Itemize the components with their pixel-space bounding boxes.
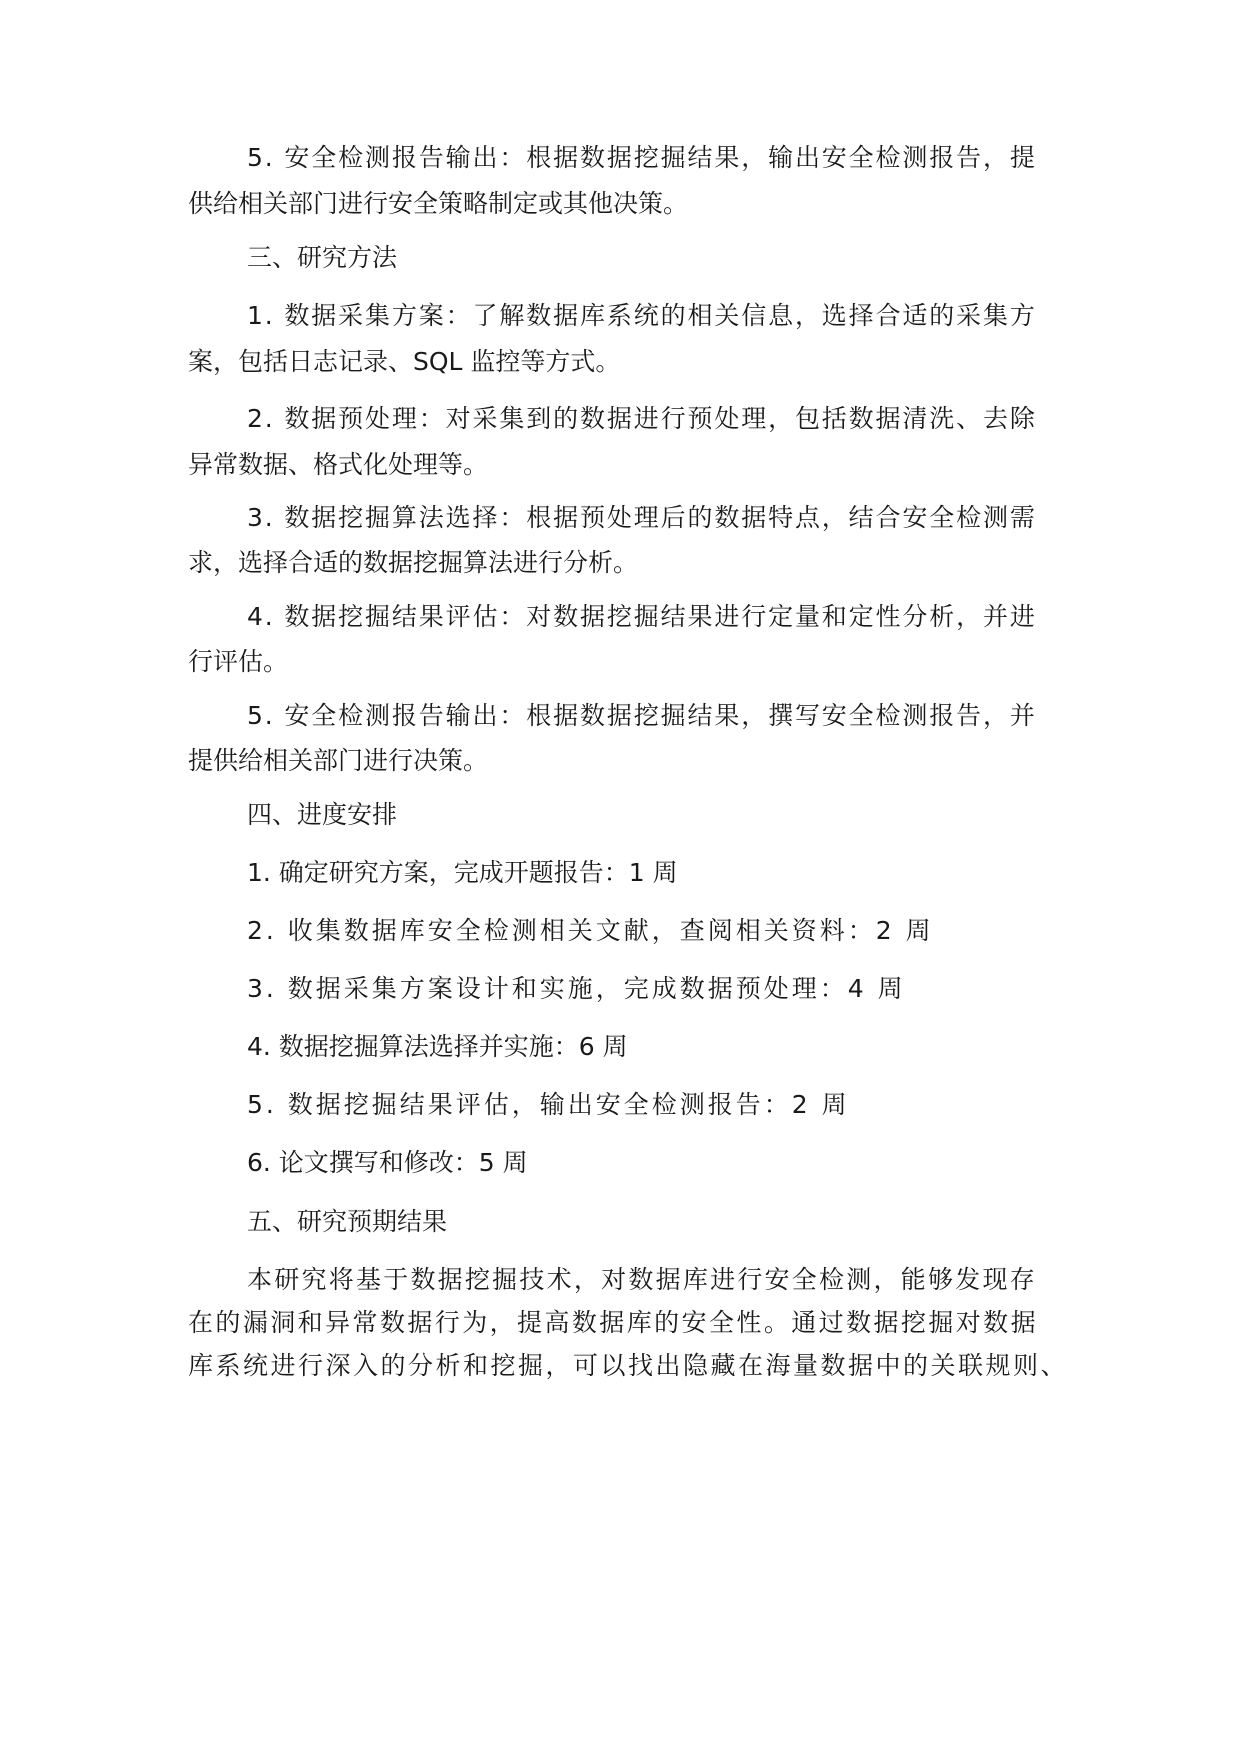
schedule-item: 6. 论文撰写和修改：5 周 <box>247 1148 528 1177</box>
section-heading: 五、研究预期结果 <box>247 1207 448 1236</box>
paragraph-line: 行评估。 <box>188 647 289 676</box>
paragraph-line: 库系统进行深入的分析和挖掘，可以找出隐藏在海量数据中的关联规则、 <box>188 1351 1069 1380</box>
paragraph-line: 4. 数据挖掘结果评估：对数据挖掘结果进行定量和定性分析，并进 <box>247 602 1037 631</box>
paragraph-line: 案，包括日志记录、SQL 监控等方式。 <box>188 347 621 376</box>
schedule-item: 4. 数据挖掘算法选择并实施：6 周 <box>247 1032 628 1061</box>
schedule-item: 3. 数据采集方案设计和实施，完成数据预处理：4 周 <box>247 974 906 1003</box>
section-heading: 三、研究方法 <box>247 243 398 272</box>
paragraph-line: 在的漏洞和异常数据行为，提高数据库的安全性。通过数据挖掘对数据 <box>188 1308 1039 1337</box>
paragraph-line: 异常数据、格式化处理等。 <box>188 450 489 479</box>
paragraph-line: 1. 数据采集方案：了解数据库系统的相关信息，选择合适的采集方 <box>247 301 1037 330</box>
paragraph-line: 供给相关部门进行安全策略制定或其他决策。 <box>188 189 689 218</box>
paragraph-line: 求，选择合适的数据挖掘算法进行分析。 <box>188 548 639 577</box>
schedule-item: 5. 数据挖掘结果评估，输出安全检测报告：2 周 <box>247 1090 850 1119</box>
paragraph-line: 3. 数据挖掘算法选择：根据预处理后的数据特点，结合安全检测需 <box>247 503 1037 532</box>
schedule-item: 2. 收集数据库安全检测相关文献，查阅相关资料：2 周 <box>247 916 934 945</box>
paragraph-line: 5. 安全检测报告输出：根据数据挖掘结果，撰写安全检测报告，并 <box>247 701 1037 730</box>
paragraph-line: 5. 安全检测报告输出：根据数据挖掘结果，输出安全检测报告，提 <box>247 143 1037 172</box>
paragraph-line: 提供给相关部门进行决策。 <box>188 746 489 775</box>
paragraph-line: 2. 数据预处理：对采集到的数据进行预处理，包括数据清洗、去除 <box>247 404 1037 433</box>
section-heading: 四、进度安排 <box>247 800 398 829</box>
paragraph-line: 本研究将基于数据挖掘技术，对数据库进行安全检测，能够发现存 <box>247 1265 1037 1294</box>
schedule-item: 1. 确定研究方案，完成开题报告：1 周 <box>247 858 678 887</box>
